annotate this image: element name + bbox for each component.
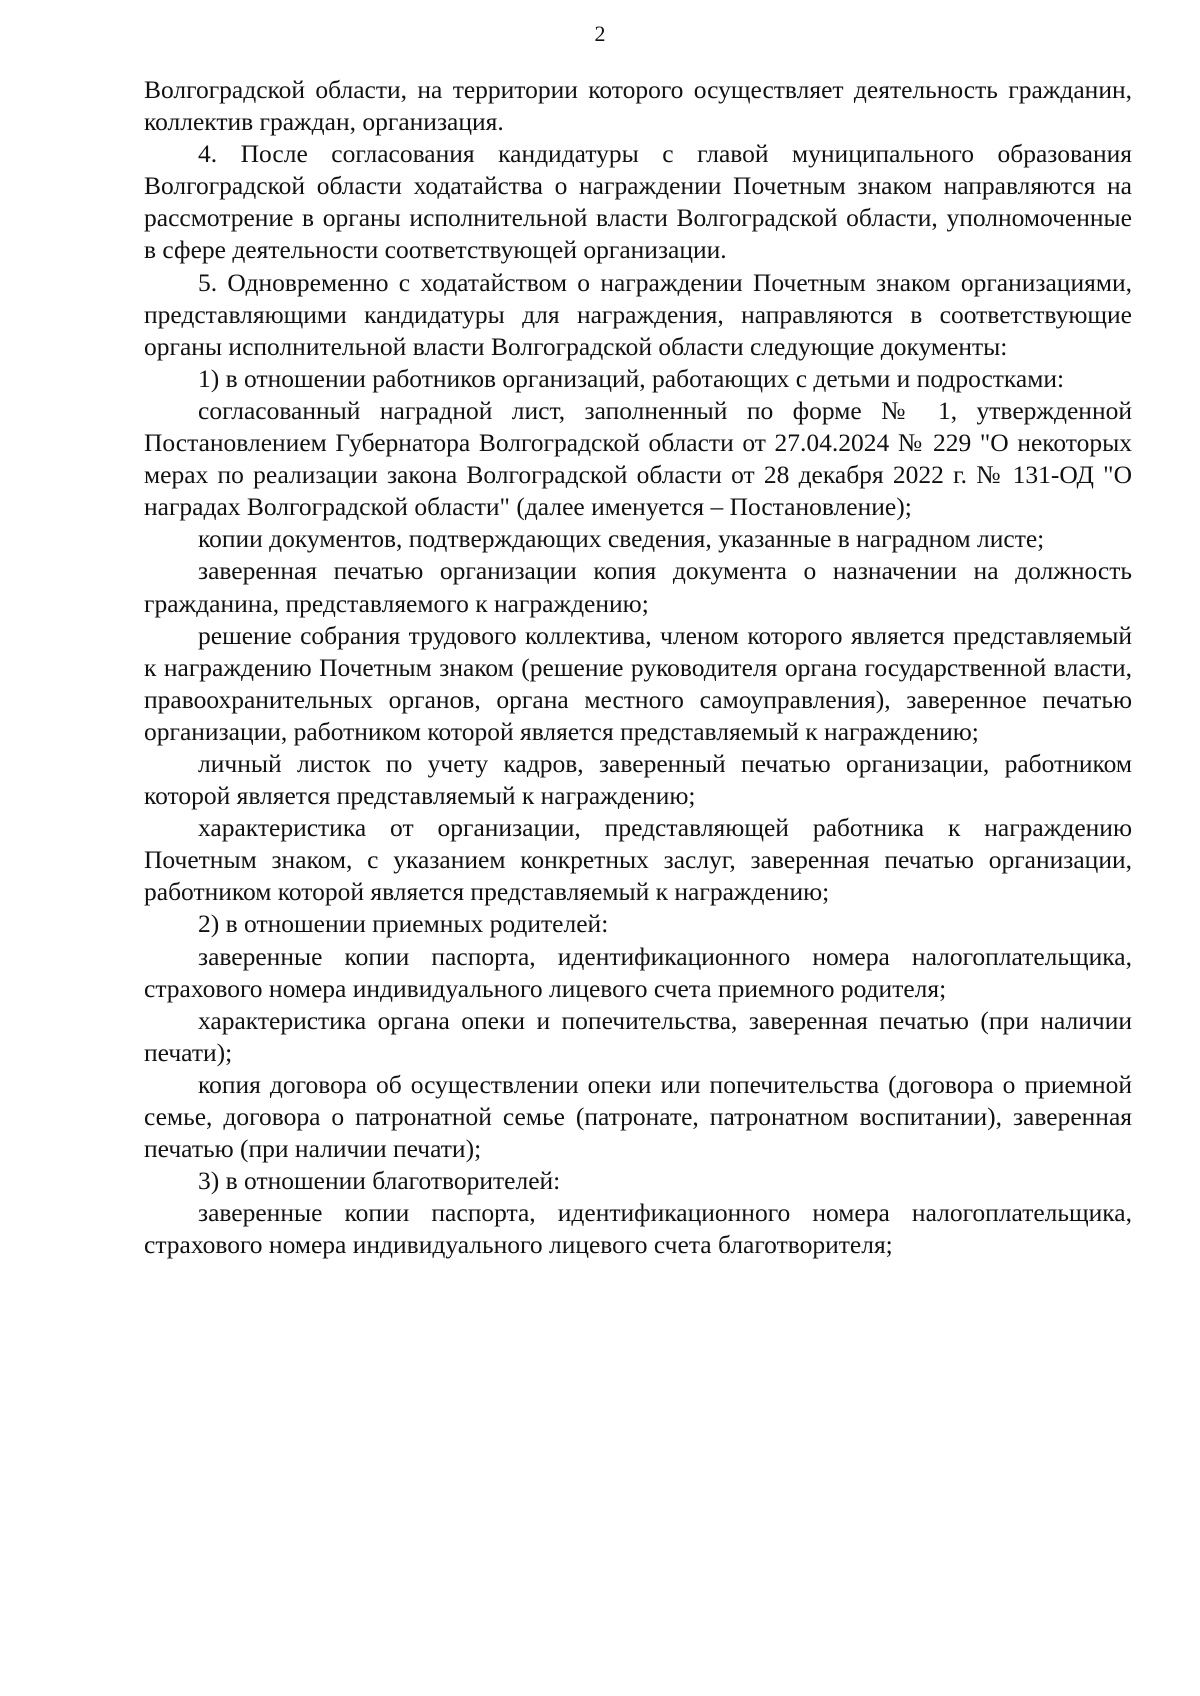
paragraph-item-5: 5. Одновременно с ходатайством о награждении Почетным знаком организациями, представляющими кандидатуры для награждения, направляются в соответствующие органы исполнительной власти Волгоградской области следующие документы:: [144, 267, 1132, 361]
paragraph-continuation: Волгоградской области, на территории которого осуществляет деятельность гражданин, коллектив граждан, организация.: [144, 75, 1132, 137]
subitem-1-heading: 1) в отношении работников организаций, работающих с детьми и подростками:: [198, 363, 1065, 393]
paragraph-item-4: 4. После согласования кандидатуры с главой муниципального образования Волгоградской области ходатайства о награждении Почетным знаком направляются на рассмотрение в органы исполнительной власти Волгоградской области, уполномоченные в сфере деятельности соответствующей организации.: [144, 139, 1132, 265]
page-number: 2: [594, 21, 606, 46]
paragraph-benefactor-passport: заверенные копии паспорта, идентификационного номера налогоплательщика, страхового номера индивидуального лицевого счета благотворителя;: [144, 1198, 1132, 1260]
paragraph-guardianship-contract: копия договора об осуществлении опеки или попечительства (договора о приемной семье, договора о патронатной семье (патронате, патронатном воспитании), заверенная печатью (при наличии печати);: [144, 1069, 1132, 1164]
paragraph-award-sheet: согласованный наградной лист, заполненный по форме № 1, утвержденной Постановлением Губернатора Волгоградской области от 27.04.2024 № 229 "О некоторых мерах по реализации закона Волгоградской области от 28 декабря 2022 г. № 131-ОД "О наградах Волгоградской области" (далее именуется – Постановление);: [144, 395, 1132, 522]
subitem-3-heading: 3) в отношении благотворителей:: [198, 1166, 561, 1196]
paragraph-foster-passport: заверенные копии паспорта, идентификационного номера налогоплательщика, страхового номера индивидуального лицевого счета приемного родителя;: [144, 941, 1132, 1003]
paragraph-appointment-copy: заверенная печатью организации копия документа о назначении на должность гражданина, представляемого к награждению;: [144, 556, 1132, 618]
paragraph-collective-decision: решение собрания трудового коллектива, членом которого является представляемый к награждению Почетным знаком (решение руководителя органа государственной власти, правоохранительных органов, органа местного самоуправления), заверенное печатью организации, работником которой является представляемый к награждению;: [144, 620, 1132, 746]
paragraph-personnel-sheet: личный листок по учету кадров, заверенный печатью организации, работником которой является представляемый к награждению;: [144, 748, 1132, 811]
paragraph-guardianship-characteristic: характеристика органа опеки и попечительства, заверенная печатью (при наличии печати);: [144, 1005, 1132, 1067]
subitem-2-heading: 2) в отношении приемных родителей:: [198, 909, 609, 939]
document-body: [144, 74, 1132, 1261]
paragraph-characteristic: характеристика от организации, представляющей работника к награждению Почетным знаком, с указанием конкретных заслуг, заверенная печатью организации, работником которой является представляемый к награждению;: [144, 813, 1132, 907]
paragraph-document-copies: копии документов, подтверждающих сведения, указанные в наградном листе;: [198, 524, 1045, 554]
